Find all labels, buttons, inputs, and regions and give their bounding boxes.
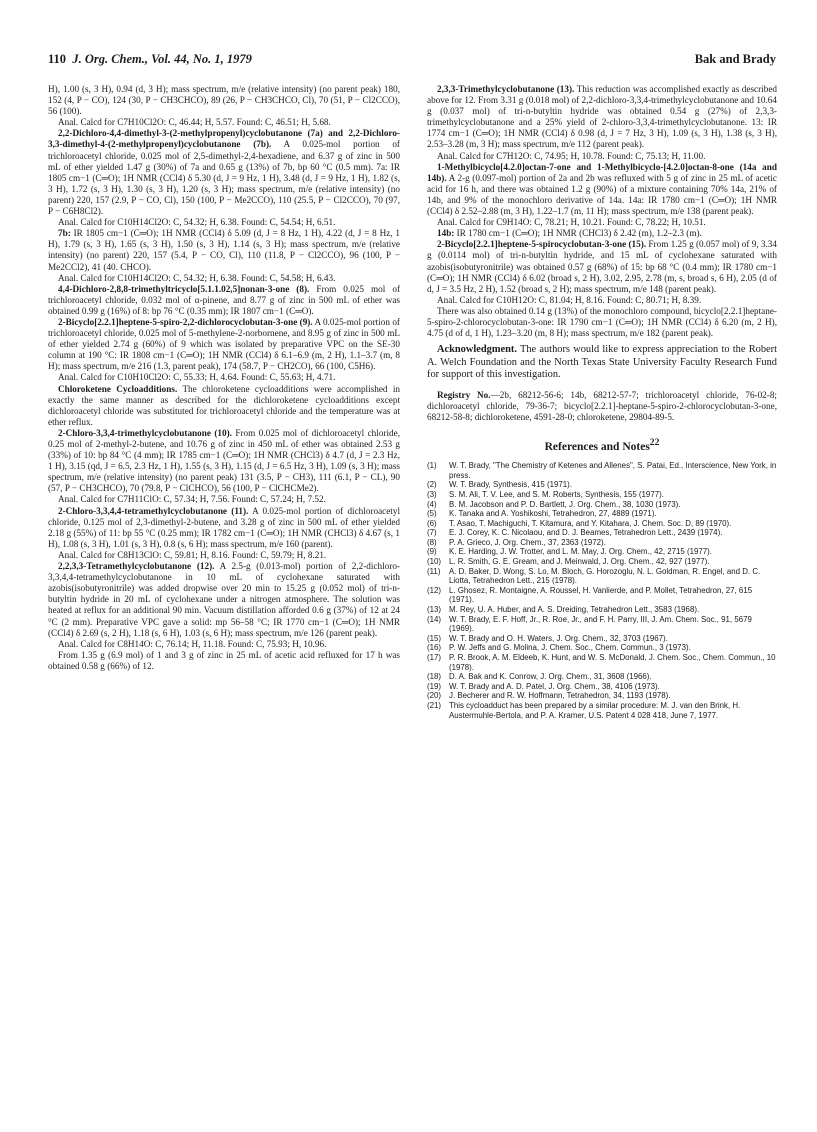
paragraph (48, 317, 400, 372)
reference-text: A. D. Baker, D. Wong, S. Lo, M. Bloch, G. Horozoglu, N. L. Goldman, R. Engel, and D. C. Liotta, Tetrahedron Lett., 215 (1978). (449, 566, 761, 586)
reference-text: W. T. Brady, E. F. Hoff, Jr., R. Roe, Jr., and F. H. Parry, III, J. Am. Chem. Soc., 91, 5679 (1969). (449, 614, 752, 634)
paragraph (427, 239, 777, 294)
reference-item (427, 701, 777, 720)
paragraph (48, 650, 400, 672)
reference-number: (9) (427, 547, 437, 557)
reference-number: (17) (427, 653, 442, 663)
header-left (48, 52, 252, 67)
paragraph (427, 306, 777, 339)
reference-text: D. A. Bak and K. Conrow, J. Org. Chem., 31, 3608 (1966). (449, 672, 652, 682)
reference-item (427, 500, 777, 510)
reference-number: (21) (427, 700, 442, 710)
reference-item (427, 682, 777, 692)
reference-text: B. M. Jacobson and P. D. Bartlett, J. Org. Chem., 38, 1030 (1973). (449, 499, 681, 509)
reference-number: (20) (427, 691, 442, 701)
paragraph (427, 295, 777, 306)
reference-number: (4) (427, 499, 437, 509)
references-title: References and Notes$^{22}$ (544, 437, 660, 454)
paragraph-text: From 0.025 mol of trichloroacetyl chloride, 0.032 mol of α-pinene, and 8.77 g of zinc in 500 mL of ether was obtained 0.99 g (16%) of 8: bp 76 °C (0.35 mm); IR 1807 cm−1 (C═O). (48, 283, 401, 316)
reference-number: (11) (427, 566, 441, 576)
paragraph-text: The chloroketene cycloadditions were accomplished in exactly the same manner as described for the dichloroketene cycloadditions except dichloroacetyl chloride was substituted for trichloroacetyl chloride and the temperature was at ether reflux. (48, 383, 400, 427)
paragraph-text: From 1.25 g (0.057 mol) of 9, 3.34 g (0.0114 mol) of tri-n-butyltin hydride, and 15 mL of cyclohexane saturated with azobis(isobutyronitrile) was obtained 0.57 g (68%) of 15: bp 68 °C (0.4 mm); IR 1780 cm−1 (C═O); 1H NMR (CCl4) δ 6.02 (broad s, 2 H), 3.02, 2.95, 2.78 (m, s, broad s, 6 H), 2.05 (d of d, J = 3.5 Hz, 2 H), 1.52 (broad s, 2 H); mass spectrum, m/e 148 (parent peak). (427, 239, 777, 294)
paragraph-text: Anal. Calcd for C7H11ClO: C, 57.34; H, 7.56. Found: C, 57.24; H, 7.52. (58, 494, 326, 505)
paragraph-title: 2,2,3,3-Tetramethylcyclobutanone (12). (58, 561, 215, 572)
paragraph (48, 128, 400, 217)
reference-item (427, 547, 777, 557)
reference-number: (2) (427, 480, 437, 490)
paragraph-text: Anal. Calcd for C10H14Cl2O: C, 54.32; H, 6.38. Found: C, 54.58; H, 6.43. (58, 272, 336, 283)
reference-number: (6) (427, 518, 437, 528)
reference-text: P. R. Brook, A. M. Eldeeb, K. Hunt, and W. S. McDonald, J. Chem. Soc., Chem. Commun., 10 (1978). (449, 653, 776, 672)
paragraph (427, 228, 777, 239)
reference-number: (19) (427, 681, 442, 691)
reference-item (427, 509, 777, 519)
paragraph (48, 506, 400, 550)
paragraph-text: There was also obtained 0.14 g (13%) of the monochloro compound, bicyclo[2.2.1]heptane-5-spiro-2-chlorocyclobutan-3-one: IR 1790 cm−1 (C═O); 1H NMR (CCl4) δ 6.20 (m, 2 H), 4.75 (d of d, 1 H), 1.23–3.20 (m, 8 H); mass spectrum, m/e 182 (parent peak). (427, 305, 777, 339)
paragraph-title: 4,4-Dichloro-2,8,8-trimethyltricyclo[5.1.1.02,5]nonan-3-one (8). (58, 283, 310, 294)
reference-number: (18) (427, 672, 442, 682)
acknowledgment-text: The authors would like to express appreciation to the Robert A. Welch Foundation and the North Texas State University Faculty Research Fund for support of this investigation. (427, 344, 777, 381)
paragraph-title: 2-Chloro-3,3,4,4-tetramethylcyclobutanone (11). (58, 505, 249, 516)
acknowledgment-title: Acknowledgment. (437, 344, 517, 356)
reference-text: W. T. Brady and O. H. Waters, J. Org. Chem., 32, 3703 (1967). (449, 633, 668, 643)
reference-number: (16) (427, 643, 442, 653)
reference-text: M. Rey, U. A. Huber, and A. S. Dreiding, Tetrahedron Lett., 3583 (1968). (449, 605, 700, 615)
paragraph (48, 428, 400, 495)
paragraph (427, 162, 777, 217)
paragraph-title: 2-Bicyclo[2.2.1]heptene-5-spiro-2,2-dichlorocyclobutan-3-one (9). (58, 316, 313, 327)
reference-item (427, 528, 777, 538)
reference-item (427, 653, 777, 672)
reference-text: W. T. Brady and A. D. Patel, J. Org. Chem., 38, 4106 (1973). (449, 681, 660, 691)
paragraph (48, 273, 400, 284)
paragraph-title: Chloroketene Cycloadditions. (58, 383, 178, 394)
registry-text: —2b, 68212-56-6; 14b, 68212-57-7; trichloroacetyl chloride, 76-02-8; dichloroacetyl chloride, 79-36-7; bicyclo[2.2.1]-heptane-5-spiro-2-chlorocyclobutan-3-one, 68212-58-8; dichloroketene, 4591-28-0; chloroketene, 29804-89-5. (427, 389, 777, 423)
paragraph (427, 217, 777, 228)
paragraph-title: 2,3,3-Trimethylcyclobutanone (13). (437, 84, 575, 94)
paragraph-text: From 0.025 mol of dichloroacetyl chloride, 0.25 mol of 2-methyl-2-butene, and 10.76 g of zinc in 450 mL of ether was obtained 2.53 g (33%) of 10: bp 84 °C (4 mm); IR 1785 cm−1 (C═O); 1H NMR (CHCl3) δ 4.7 (d, J = 2.3 Hz, 1 H), 3.15 (qd, J = 6.5, 2.3 Hz, 1 H), 1.55 (s, 3 H), 1.15 (d, J = 6.5 Hz, 3 H), 1.09 (s, 3 H); mass spectrum, m/e (relative intensity) (no parent peak) 131 (3.5, P − CH3), 111 (6.1, P − CL), 90 (57, P − CH3CHCO), 70 (79.8, P − ClCHCO), 56 (100, P − ClCHCMe2). (48, 427, 400, 494)
reference-text: P. A. Grieco, J. Org. Chem., 37, 2363 (1972). (449, 537, 606, 547)
paragraph-text: Anal. Calcd for C8H14O: C, 76.14; H, 11.18. Found: C, 75.93; H, 10.96. (58, 638, 327, 649)
reference-item (427, 643, 777, 653)
reference-item (427, 605, 777, 615)
reference-item (427, 538, 777, 548)
reference-item (427, 672, 777, 682)
paragraph-text: Anal. Calcd for C8H13ClO: C, 59.81; H, 8.16. Found: C, 59.79; H, 8.21. (58, 549, 327, 560)
reference-number: (5) (427, 509, 437, 519)
paragraph (48, 550, 400, 561)
reference-text: This cycloadduct has been prepared by a similar procedure: M. J. van den Brink, H. Austermuhle-Bertola, and P. A. Kramer, U.S. Patent 4 028 418, June 7, 1977. (449, 700, 741, 720)
reference-number: (10) (427, 557, 442, 567)
acknowledgment-paragraph (427, 344, 777, 382)
reference-number: (7) (427, 528, 437, 538)
page-number: 110 (48, 52, 67, 66)
reference-item (427, 586, 777, 605)
paragraph (48, 284, 400, 317)
reference-number: (15) (427, 633, 442, 643)
paragraph-text: Anal. Calcd for C10H10Cl2O: C, 55.33; H, 4.64. Found: C, 55.63; H, 4.71. (58, 372, 336, 383)
reference-text: E. J. Corey, K. C. Nicolaou, and D. J. Beames, Tetrahedron Lett., 2439 (1974). (449, 528, 723, 538)
paragraph (48, 217, 400, 228)
reference-number: (12) (427, 585, 442, 595)
paragraph-text: A 2-g (0.097-mol) portion of 2a and 2b was refluxed with 5 g of zinc in 25 mL of acetic acid for 16 h, and there was obtained 1.2 g (90%) of a mixture containing 70% 14a, 21% of 14b, and 9% of the monochloro derivative of 14a. 14a: IR 1780 cm−1 (C═O); 1H NMR (CCl4) δ 2.52–2.88 (m, 3 H), 1.22–1.7 (m, 11 H); mass spectrum, m/e 138 (parent peak). (427, 172, 777, 217)
reference-text: L. R. Smith, G. E. Gream, and J. Meinwald, J. Org. Chem., 42, 927 (1977). (449, 557, 710, 567)
paragraph-text: IR 1805 cm−1 (C═O); 1H NMR (CCl4) δ 5.09 (d, J = 8 Hz, 1 H), 4.22 (d, J = 8 Hz, 1 H), 1.79 (s, 3 H), 1.65 (s, 3 H), 1.50 (s, 3 H), 1.14 (s, 3 H); mass spectrum, m/e (relative intensity) (no parent) 220, 157 (5.4, P − CO, Cl), 110 (11.8, P − Cl2CCO), 96 (100, P − Me2CCl2), 41 (40. CHCO). (48, 228, 400, 272)
reference-item (427, 490, 777, 500)
paragraph (427, 84, 777, 151)
right-column-paragraphs (427, 84, 777, 339)
paragraph-text: A 0.025-mol portion of dichloroacetyl chloride, 0.125 mol of 2,3-dimethyl-2-butene, and 3.28 g of zinc in 500 mL of ether yielded 2.18 g (55%) of 11: bp 55 °C (0.25 mm); IR 1782 cm−1 (C═O); 1H NMR (CHCl3) δ 4.67 (s, 1 H), 1.08 (s, 3 H), 1.01 (s, 3 H), 0.8 (s, 6 H); mass spectrum, m/e 160 (parent). (48, 505, 400, 549)
reference-text: L. Ghosez, R. Montaigne, A. Roussel, H. Vanlierde, and P. Mollet, Tetrahedron, 27, 615 (1971). (449, 585, 753, 605)
right-column (427, 84, 777, 720)
paragraph-text: IR 1780 cm−1 (C═O); 1H NMR (CHCl3) δ 2.42 (m), 1.2–2.3 (m). (454, 228, 702, 239)
paragraph-text: Anal. Calcd for C10H12O: C, 81.04; H, 8.16. Found: C, 80.71; H, 8.39. (437, 294, 702, 305)
reference-item (427, 519, 777, 529)
paragraph-title: 2-Chloro-3,3,4-trimethylcyclobutanone (10). (58, 427, 232, 438)
journal-citation: J. Org. Chem., Vol. 44, No. 1, 1979 (72, 52, 252, 66)
paragraph (48, 84, 400, 117)
paragraph-text: Anal. Calcd for C10H14Cl2O: C, 54.32; H, 6.38. Found: C, 54.54; H, 6.51. (58, 217, 336, 228)
paragraph-title: 2,2-Dichloro-4,4-dimethyl-3-(2-methylpropenyl)cyclobutanone (7a) and 2,2-Dichloro-3,3-dimethyl-4-(2-methylpropenyl)cyclobutanone (7b). (48, 128, 400, 150)
reference-item (427, 461, 777, 480)
registry-paragraph (427, 390, 777, 423)
reference-text: K. Tanaka and A. Yoshikoshi, Tetrahedron, 27, 4889 (1971). (449, 509, 657, 519)
reference-item (427, 615, 777, 634)
paragraph (48, 384, 400, 428)
reference-number: (8) (427, 537, 437, 547)
registry-title: Registry No. (437, 389, 491, 400)
reference-number: (3) (427, 489, 437, 499)
reference-text: P. W. Jeffs and G. Molina, J. Chem. Soc., Chem. Commun., 3 (1973). (449, 643, 691, 653)
reference-text: T. Asao, T. Machiguchi, T. Kitamura, and Y. Kitahara, J. Chem. Soc. D, 89 (1970). (449, 518, 732, 528)
reference-item (427, 557, 777, 567)
references-list (427, 461, 777, 720)
reference-item (427, 691, 777, 701)
paragraph-text: This reduction was accomplished exactly as described above for 12. From 3.31 g (0.018 mol) of 2,2-dichloro-3,3,4-trimethylcyclobutanone and 10.64 g (0.037 mol) of tri-n-butyltin hydride was obtained 0.54 g (27%) of 2,3,3-trimethylcyclobutanone and a 25% yield of 2-chloro-3,3,4-trimethylcyclobutanone. 13: IR 1774 cm−1 (C═O); 1H NMR (CCl4) δ 0.98 (d, J = 7 Hz, 3 H), 1.09 (s, 3 H), 1.38 (s, 3 H), 2.53–3.28 (m, 3 H); mass spectrum, m/e 112 (parent peak). (427, 84, 777, 150)
running-authors: Bak and Brady (694, 52, 776, 66)
paragraph-text: A 2.5-g (0.013-mol) portion of 2,2-dichloro-3,3,4,4-tetramethylcyclobutanone in 10 mL of cyclohexane saturated with azobis(isobutyronitrile) was added dropwise over 20 min to 15.25 g (0.052 mol) of tri-n-butyltin hydride in 20 mL of cyclohexane under a nitrogen atmosphere. The solution was heated at reflux for an additional 90 min. Vacuum distillation afforded 0.6 g (37%) of 12 at 24 °C (2 mm). Preparative VPC gave a solid: mp 56–58 °C; IR 1770 cm−1 (C═O); 1H NMR (CCl4) δ 2.69 (s, 2 H), 1.18 (s, 6 H), 1.03 (s, 6 H); mass spectrum, m/e 126 (parent peak). (48, 561, 400, 638)
paragraph (48, 228, 400, 272)
page-header (48, 52, 776, 72)
paragraph-title: 7b: (58, 228, 71, 239)
reference-number: (13) (427, 605, 442, 615)
paragraph (48, 639, 400, 650)
paragraph-text: A 0.025-mol portion of trichloroacetyl chloride, 0.025 mol of 5-methylene-2-norbornene, and 8.95 g of zinc in 500 mL of ether yielded 2.74 g (60%) of 9 which was isolated by preparative VPC on the SE-30 column at 190 °C: IR 1808 cm−1 (C═O); 1H NMR (CCl4) δ 6.1–6.9 (m, 2 H), 1.1–3.7 (m, 8 H); mass spectrum, m/e 216 (1.3, parent peak), 174 (58.7, P − CH2CO), 66 (100, C5H6). (48, 316, 400, 372)
paragraph-text: A 0.025-mol portion of trichloroacetyl chloride, 0.025 mol of 2,5-dimethyl-2,4-hexadiene, and 6.37 g of zinc in 500 mL of ether yielded 1.47 g (30%) of 7a and 0.65 g (13%) of 7b, bp 60 °C (0.5 mm). 7a: IR 1805 cm−1 (C═O); 1H NMR (CCl4) δ 5.30 (d, J = 9 Hz, 1 H), 3.48 (d, J = 9 Hz, 1 H), 1.82 (s, 3 H), 1.72 (s, 3 H), 1.30 (s, 3 H), 1.20 (s, 3 H); mass spectrum, m/e (relative intensity) (no parent) 220, 157 (2.9, P − CO, Cl), 150 (100, P − Me2CCO), 110 (25.5, P − Cl2CCO), 70 (97, P − C6H8Cl2). (48, 139, 400, 217)
reference-number: (14) (427, 614, 442, 624)
reference-item (427, 634, 777, 644)
reference-text: J. Becherer and R. W. Hoffmann, Tetrahedron, 34, 1193 (1978). (449, 691, 671, 701)
paragraph (48, 372, 400, 383)
reference-text: S. M. Ali, T. V. Lee, and S. M. Roberts, Synthesis, 155 (1977). (449, 489, 664, 499)
reference-text: W. T. Brady, Synthesis, 415 (1971). (449, 480, 572, 490)
paragraph-text: Anal. Calcd for C7H12O: C, 74.95; H, 10.78. Found: C, 75.13; H, 11.00. (437, 150, 706, 161)
paragraph (48, 494, 400, 505)
paragraph-text: From 1.35 g (6.9 mol) of 1 and 3 g of zinc in 25 mL of acetic acid refluxed for 17 h was obtained 0.58 g (66%) of 12. (48, 649, 400, 671)
paragraph (48, 117, 400, 128)
paragraph (48, 561, 400, 639)
reference-number: (1) (427, 461, 437, 471)
reference-text: K. E. Harding, J. W. Trotter, and L. M. May, J. Org. Chem., 42, 2715 (1977). (449, 547, 712, 557)
paragraph-title: 1-Methylbicyclo[4.2.0]octan-7-one and 1-Methylbicyclo-[4.2.0]octan-8-one (14a and 14b). (427, 161, 777, 183)
paragraph-text: Anal. Calcd for C7H10Cl2O: C, 46.44; H, 5.57. Found: C, 46.51; H, 5.68. (58, 117, 331, 128)
reference-item (427, 480, 777, 490)
reference-item (427, 567, 777, 586)
paragraph-text: Anal. Calcd for C9H14O: C, 78.21; H, 10.21. Found: C, 78.22; H, 10.51. (437, 217, 706, 228)
paragraph (427, 151, 777, 162)
left-column (48, 84, 400, 672)
paragraph-text: H), 1.00 (s, 3 H), 0.94 (d, 3 H); mass spectrum, m/e (relative intensity) (no parent peak) 180, 152 (4, P − CO), 124 (30, P − CH3CHCO), 89 (26, P − CH3CHCO, Cl), 70 (51, P − Cl2CCO), 56 (100). (48, 84, 400, 117)
paragraph-title: 2-Bicyclo[2.2.1]heptene-5-spirocyclobutan-3-one (15). (437, 239, 647, 250)
reference-text: W. T. Brady, "The Chemistry of Ketenes and Allenes", S. Patai, Ed., Interscience, New York, in press. (449, 461, 777, 480)
paragraph-title: 14b: (437, 228, 455, 239)
